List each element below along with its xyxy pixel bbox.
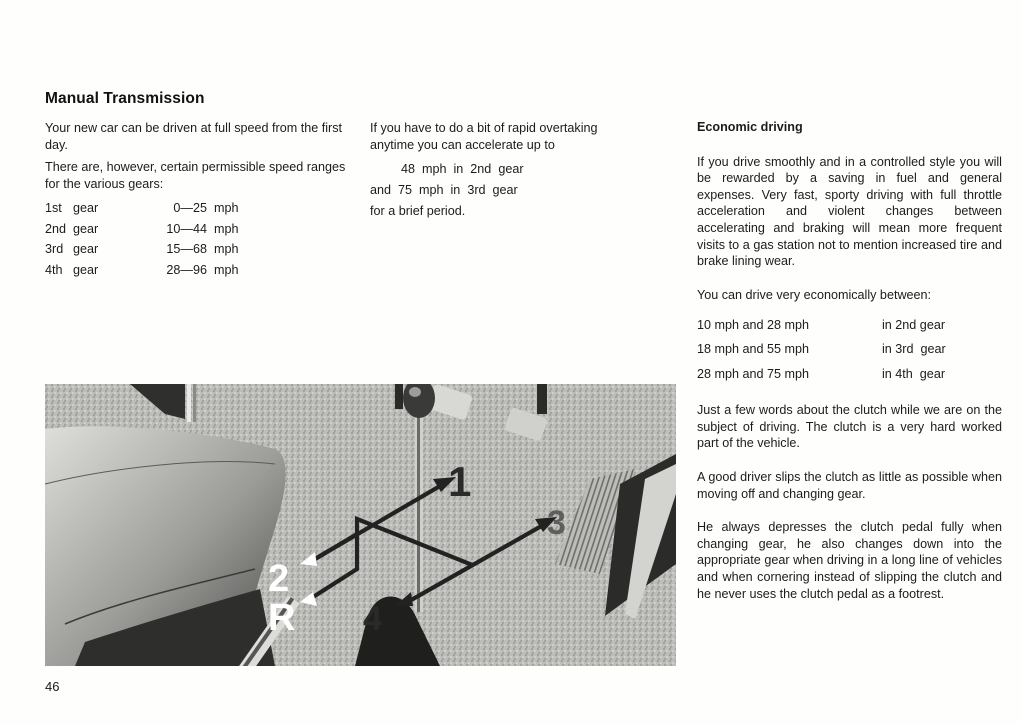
overtaking-brief-period: for a brief period. [370, 204, 466, 219]
shift-label-1: 1 [448, 458, 472, 505]
economy-gear: in 4th gear [882, 366, 946, 381]
gear-label: gear [73, 221, 99, 236]
shift-label-4: 4 [363, 600, 382, 638]
column-overtaking [370, 120, 670, 222]
page-number: 46 [45, 679, 60, 694]
paragraph-clutch-slip: A good driver slips the clutch as little as possible when moving off and changing gear. [697, 470, 1002, 501]
gear-number: 1st [45, 201, 62, 216]
economy-range-table [697, 313, 1002, 386]
gear-row-3rd [45, 239, 355, 260]
paragraph-economic-intro: If you drive smoothly and in a controlled style you will be rewarded by a saving in fuel and general expenses. Very fast, sporty driving with full throttle acceleration and violent changes between accelerating and braking will mean more frequent visits to a gas station not to mention increased tire and brake lining wear. [697, 154, 1002, 269]
economy-row-4th [697, 362, 1002, 386]
paragraph-permissible-ranges: There are, however, certain permissible speed ranges for the various gears: [45, 160, 346, 191]
speed-unit: mph [214, 221, 239, 236]
speed-range: 10—44 [166, 221, 207, 236]
gear-label: gear [73, 201, 99, 216]
economy-gear: in 2nd gear [882, 318, 946, 333]
economy-row-3rd [697, 338, 1002, 362]
economy-speed-range: 18 mph and 55 mph [697, 342, 810, 357]
gear-speed-table [45, 198, 355, 280]
overtaking-line: anytime you can accelerate up to [370, 137, 555, 152]
economy-speed-range: 28 mph and 75 mph [697, 366, 810, 381]
paragraph-full-speed: Your new car can be driven at full speed from the first day. [45, 121, 343, 152]
economy-row-2nd [697, 313, 1002, 337]
section-heading-economic-driving: Economic driving [697, 120, 803, 134]
overtaking-2nd-gear: 48 mph in 2nd gear [401, 162, 524, 177]
gear-shift-illustration [45, 384, 676, 666]
gear-shift-photo [45, 384, 676, 666]
speed-unit: mph [214, 242, 239, 257]
shift-label-3: 3 [547, 504, 566, 542]
gear-number: 2nd [45, 221, 67, 236]
gear-label: gear [73, 242, 99, 257]
gear-row-1st [45, 198, 355, 219]
paragraph-clutch-intro: Just a few words about the clutch while we are on the subject of driving. The clutch is a very hard worked part of the vehicle. [697, 403, 1002, 451]
speed-unit: mph [214, 262, 239, 277]
column-economic-driving [697, 119, 1002, 619]
shift-label-2: 2 [268, 558, 290, 600]
speed-unit: mph [214, 201, 239, 216]
shift-label-reverse: R [268, 597, 296, 639]
economy-gear: in 3rd gear [882, 342, 946, 357]
gear-row-2nd [45, 219, 355, 240]
gear-label: gear [73, 262, 99, 277]
overtaking-line: If you have to do a bit of rapid overtaking [370, 121, 598, 135]
column-speed-ranges [45, 120, 355, 280]
paragraph-clutch-technique: He always depresses the clutch pedal fully when changing gear, he also changes down into the appropriate gear when driving in a long line of vehicles and when cornering instead of slipping the clutch and he never uses the clutch pedal as a footrest. [697, 520, 1002, 601]
paragraph-economy-lead: You can drive very economically between: [697, 287, 932, 302]
page-title: Manual Transmission [45, 90, 205, 107]
gear-number: 3rd [45, 242, 64, 257]
overtaking-3rd-gear: and 75 mph in 3rd gear [370, 183, 518, 198]
economy-speed-range: 10 mph and 28 mph [697, 318, 810, 333]
gear-number: 4th [45, 262, 63, 277]
speed-range: 15—68 [166, 242, 207, 257]
gear-row-4th [45, 260, 355, 281]
speed-range: 0—25 [173, 201, 207, 216]
speed-range: 28—96 [166, 262, 207, 277]
